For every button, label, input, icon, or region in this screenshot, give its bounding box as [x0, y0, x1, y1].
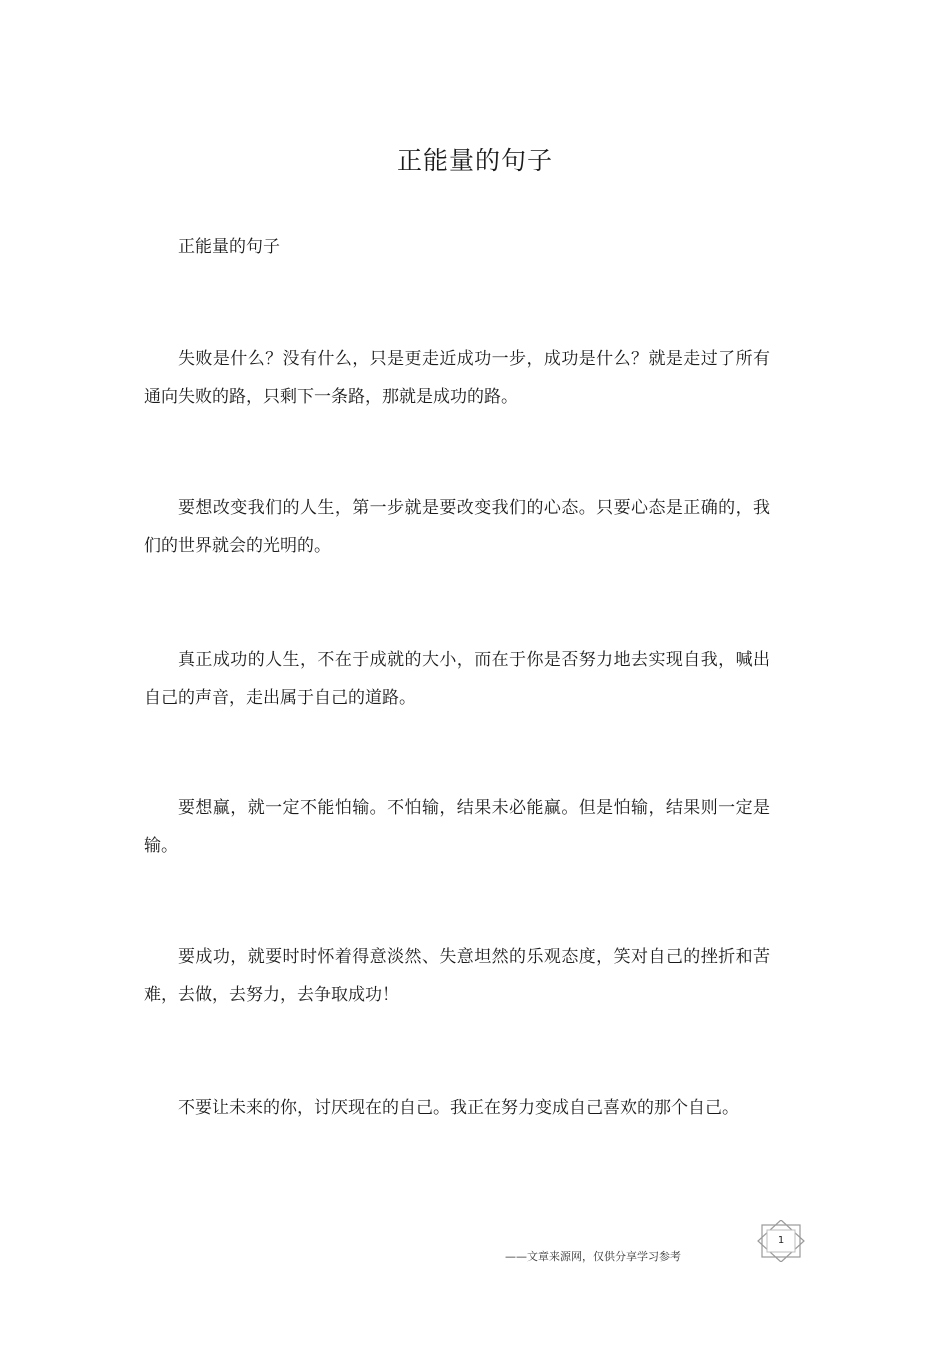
paragraph-4: 要想赢，就一定不能怕输。不怕输，结果未必能赢。但是怕输，结果则一定是输。: [144, 798, 770, 856]
paragraph-1: 失败是什么？没有什么，只是更走近成功一步，成功是什么？就是走过了所有通向失败的路，只剩下一条路，那就是成功的路。: [144, 349, 770, 407]
document-subtitle: 正能量的句子: [178, 237, 280, 257]
paragraph-6: 不要让未来的你，讨厌现在的自己。我正在努力变成自己喜欢的那个自己。: [178, 1098, 739, 1118]
paragraph-2: 要想改变我们的人生，第一步就是要改变我们的心态。只要心态是正确的，我们的世界就会的光明的。: [144, 498, 770, 556]
page-number-badge: [756, 1220, 806, 1262]
paragraph-5: 要成功，就要时时怀着得意淡然、失意坦然的乐观态度，笑对自己的挫折和苦难，去做，去努力，去争取成功！: [144, 947, 770, 1005]
page-number: 1: [777, 1235, 785, 1246]
footer-source-note: ——文章来源网，仅供分享学习参考: [505, 1250, 681, 1263]
paragraph-3: 真正成功的人生，不在于成就的大小，而在于你是否努力地去实现自我，喊出自己的声音，走出属于自己的道路。: [144, 650, 770, 708]
document-title: 正能量的句子: [396, 146, 553, 175]
